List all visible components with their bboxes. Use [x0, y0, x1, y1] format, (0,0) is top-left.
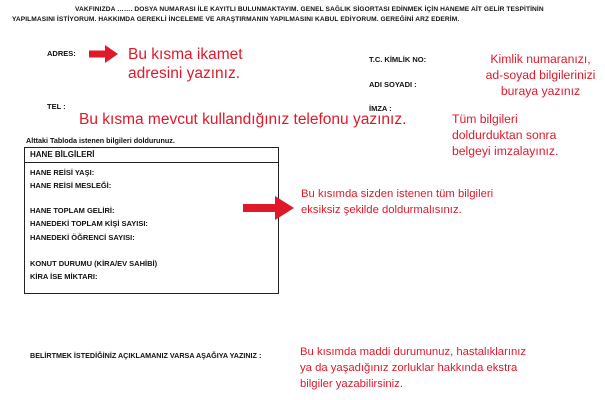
adi-soyadi-label: ADI SOYADI :	[369, 80, 417, 89]
hane-bilgileri-table	[24, 147, 279, 294]
table-annotation-line-2: eksiksiz şekilde doldurmalısınız.	[301, 204, 462, 216]
kimlik-annotation-line-3: buraya yazınız	[500, 84, 581, 98]
hane-field-toplam-geliri[interactable]: HANE TOPLAM GELİRİ:	[30, 206, 115, 215]
table-intro-text: Alttaki Tabloda istenen bilgileri doldurunuz.	[26, 136, 175, 145]
adres-annotation-line-2: adresini yazınız.	[128, 65, 240, 82]
imza-label: İMZA :	[369, 104, 392, 113]
hane-field-konut-durumu[interactable]: KONUT DURUMU (KİRA/EV SAHİBİ)	[30, 259, 158, 268]
table-arrow-icon	[243, 195, 295, 221]
intro-paragraph	[12, 5, 597, 24]
tel-label: TEL :	[47, 102, 66, 111]
tel-annotation: Bu kısma mevcut kullandığınız telefonu yazınız.	[79, 111, 407, 128]
hane-field-reis-yasi[interactable]: HANE REİSİ YAŞI:	[30, 168, 95, 177]
imza-annotation	[452, 111, 558, 159]
aciklama-annotation-line-3: bilgiler yazabilirsiniz.	[300, 378, 403, 390]
imza-annotation-line-2: doldurduktan sonra	[452, 128, 557, 142]
intro-line-1: VAKFINIZDA ……. DOSYA NUMARASI İLE KAYITLI BULUNMAKTAYIM. GENEL SAĞLIK SİGORTASI EDİNMEK İÇİN HANEME AİT GELİR TESPİTİNİN	[75, 6, 544, 13]
aciklama-annotation-line-2: ya da yaşadığınız zorluklar hakkında ekstra	[300, 362, 518, 374]
table-annotation	[301, 186, 493, 218]
intro-line-2: YAPILMASINI İSTİYORUM. HAKKIMDA GEREKLİ İNCELEME VE ARAŞTIRMANIN YAPILMASINI KABUL EDİYORUM. GEREĞİNİ ARZ EDERİM.	[12, 15, 460, 23]
aciklama-label: BELİRTMEK İSTEDİĞİNİZ AÇIKLAMANIZ VARSA AŞAĞIYA YAZINIZ :	[30, 351, 262, 360]
tc-kimlik-label: T.C. KİMLİK NO:	[369, 55, 427, 64]
hane-field-ogrenci-sayisi[interactable]: HANEDEKİ ÖĞRENCİ SAYISI:	[30, 233, 135, 242]
hane-field-toplam-kisi[interactable]: HANEDEKİ TOPLAM KİŞİ SAYISI:	[30, 219, 148, 228]
adres-annotation-line-1: Bu kısma ikamet	[128, 46, 243, 63]
hane-bilgileri-title: HANE BİLGİLERİ	[25, 148, 278, 163]
aciklama-annotation-line-1: Bu kısımda maddi durumunuz, hastalıklarınız	[300, 346, 527, 358]
aciklama-annotation	[300, 344, 526, 392]
imza-annotation-line-3: belgeyi imzalayınız.	[452, 144, 559, 158]
adres-label: ADRES:	[47, 49, 76, 58]
kimlik-annotation-line-1: Kimlik numaranızı,	[490, 52, 591, 66]
kimlik-annotation-line-2: ad-soyad bilgilerinizi	[485, 68, 596, 82]
adres-arrow-icon	[89, 44, 119, 64]
table-annotation-line-1: Bu kısımda sizden istenen tüm bilgileri	[301, 188, 494, 200]
kimlik-annotation	[474, 51, 605, 99]
hane-field-kira-miktari[interactable]: KİRA İSE MİKTARI:	[30, 272, 98, 281]
adres-annotation	[128, 45, 243, 83]
hane-field-reis-meslegi[interactable]: HANE REİSİ MESLEĞİ:	[30, 181, 112, 190]
imza-annotation-line-1: Tüm bilgileri	[452, 112, 518, 126]
